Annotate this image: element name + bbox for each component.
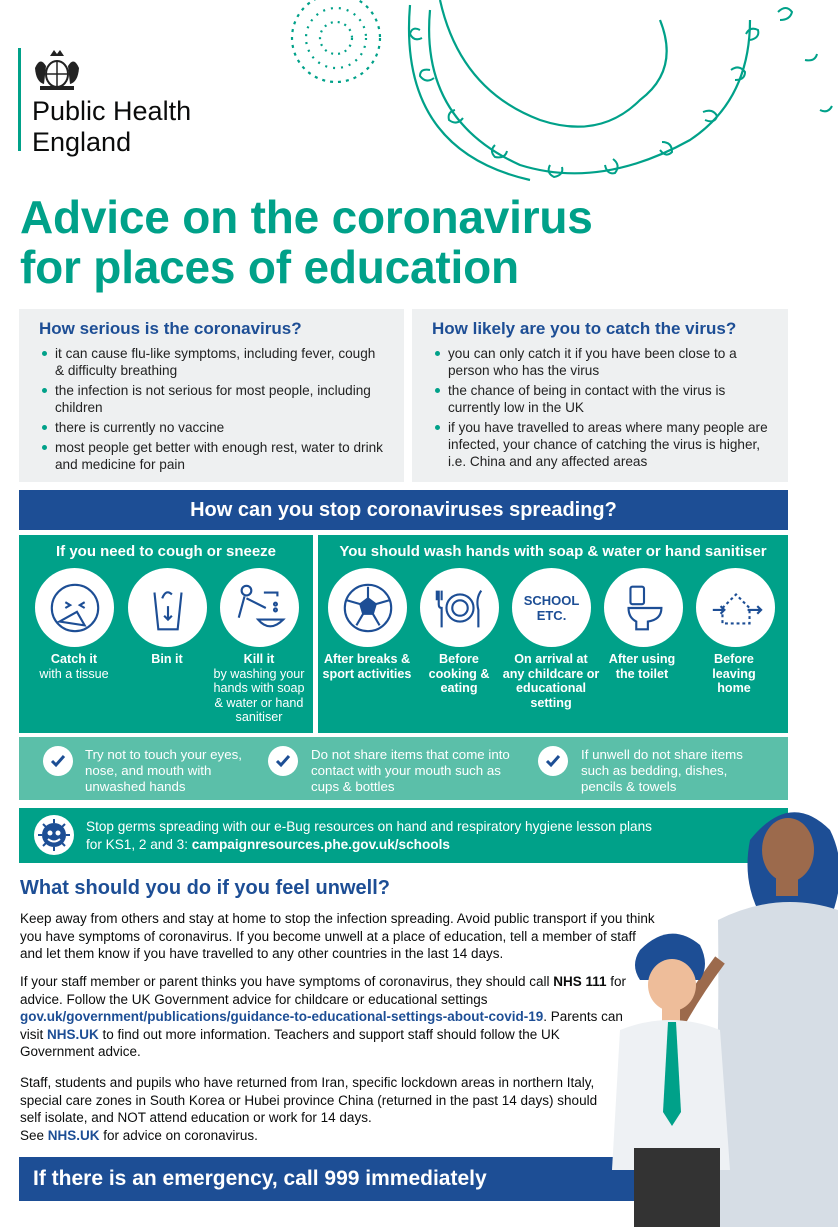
check-text: Do not share items that come into contact with your mouth such as cups & bottles xyxy=(311,747,510,794)
org-line-2: England xyxy=(32,127,132,157)
org-name xyxy=(32,96,191,158)
caption-title: Before cooking & eating xyxy=(428,652,490,696)
serious-heading: How serious is the coronavirus? xyxy=(39,319,302,338)
list-item: the infection is not serious for most people, including children xyxy=(39,382,384,416)
unwell-paragraph-1: Keep away from others and stay at home to stop the infection spreading. Avoid public transport if you think you have symptoms of coronavirus. If you become unwell at a place of education, tell a member of staff and let them know if you have travelled to any other countries in the last 14 days. xyxy=(20,911,655,962)
caption-title: Kill it xyxy=(243,652,275,666)
likely-list xyxy=(432,345,768,470)
before-cooking-caption xyxy=(420,652,498,696)
caption-title: After breaks & sport activities xyxy=(322,652,412,681)
ebug-line-1: Stop germs spreading with our e-Bug resources on hand and respiratory hygiene lesson plans xyxy=(86,819,652,834)
ebug-link[interactable]: campaignresources.phe.gov.uk/schools xyxy=(191,837,450,852)
on-arrival-caption xyxy=(502,652,600,710)
logo-bar xyxy=(18,48,21,151)
caption-title: On arrival at any childcare or educational setting xyxy=(502,652,600,710)
p2-text: to find out more information. Teachers and support staff should follow the UK Government advice. xyxy=(20,1026,560,1060)
org-line-1: Public Health xyxy=(32,96,192,126)
football-icon xyxy=(328,568,407,647)
teacher-pupil-illustration-icon xyxy=(600,800,838,1227)
caption-title: After using the toilet xyxy=(608,652,676,681)
page-title xyxy=(20,192,593,292)
list-item: it can cause flu-like symptoms, including fever, cough & difficulty breathing xyxy=(39,345,384,379)
royal-crest-icon xyxy=(30,48,84,92)
emergency-banner: If there is an emergency, call 999 immediately xyxy=(19,1157,643,1201)
check-text: Try not to touch your eyes, nose, and mouth with unwashed hands xyxy=(85,747,242,794)
ebug-line-2: for KS1, 2 and 3: xyxy=(86,837,192,852)
catch-it-caption xyxy=(28,652,120,681)
bin-it-caption xyxy=(122,652,212,667)
p3-text: See xyxy=(20,1127,48,1143)
school-label: SCHOOL ETC. xyxy=(523,592,580,623)
house-icon xyxy=(696,568,775,647)
unwell-paragraph-3 xyxy=(20,1074,600,1144)
cough-heading: If you need to cough or sneeze xyxy=(55,543,277,560)
p2-text: . Parents can visit xyxy=(20,1009,623,1042)
caption-title: Bin it xyxy=(151,652,183,666)
after-toilet-caption xyxy=(600,652,684,681)
ebug-germ-icon xyxy=(34,815,74,855)
stop-spreading-banner: How can you stop coronaviruses spreading? xyxy=(19,490,788,530)
gov-link[interactable]: gov.uk/government/publications/guidance-to-educational-settings-about-covid-19 xyxy=(20,1009,544,1025)
check-icon xyxy=(538,746,568,776)
school-icon xyxy=(512,568,591,647)
wash-heading: You should wash hands with soap & water or hand sanitiser xyxy=(339,543,767,560)
sneeze-face-icon xyxy=(35,568,114,647)
nhs-link[interactable]: NHS.UK xyxy=(47,1127,100,1143)
likely-heading: How likely are you to catch the virus? xyxy=(432,319,737,338)
toilet-icon xyxy=(604,568,683,647)
nhs-link[interactable]: NHS.UK xyxy=(47,1026,99,1042)
list-item: most people get better with enough rest, water to drink and medicine for pain xyxy=(39,439,384,473)
caption-title: Before leaving home xyxy=(712,652,756,696)
unwell-paragraph-2 xyxy=(20,973,635,1061)
check-icon xyxy=(268,746,298,776)
p3-text: Staff, students and pupils who have returned from Iran, specific lockdown areas in northern Italy, special care zones in South Korea or Hubei province China (returned in the past 14 days) should self isolate, and NOT attend education or work for 14 days. xyxy=(20,1075,598,1126)
title-line-2: for places of education xyxy=(20,241,519,293)
kill-it-caption xyxy=(208,652,310,725)
list-item: you can only catch it if you have been close to a person who has the virus xyxy=(432,345,768,379)
list-item: there is currently no vaccine xyxy=(39,419,384,436)
plate-cutlery-icon xyxy=(420,568,499,647)
p3-text: for advice on coronavirus. xyxy=(99,1127,258,1143)
likely-panel xyxy=(412,309,788,482)
virus-illustration-icon xyxy=(280,0,838,185)
p2-text: for advice. Follow the UK Government advice for childcare or educational settings xyxy=(20,974,627,1007)
nhs-111: NHS 111 xyxy=(553,974,607,989)
caption-sub: by washing your hands with soap & water or hand sanitiser xyxy=(213,666,305,725)
caption-title: Catch it xyxy=(50,652,98,666)
serious-panel xyxy=(19,309,404,482)
list-item: if you have travelled to areas where many people are infected, your chance of catching the virus is higher, i.e. China and any affected areas xyxy=(432,419,768,470)
title-line-1: Advice on the coronavirus xyxy=(20,191,593,243)
after-breaks-caption xyxy=(322,652,412,681)
caption-sub: with a tissue xyxy=(39,666,109,681)
before-leaving-caption xyxy=(698,652,770,696)
ebug-text xyxy=(86,818,652,854)
unwell-heading: What should you do if you feel unwell? xyxy=(20,877,390,899)
handwash-icon xyxy=(220,568,299,647)
check-text: If unwell do not share items such as bedding, dishes, pencils & towels xyxy=(581,747,743,794)
serious-list xyxy=(39,345,384,473)
bin-icon xyxy=(128,568,207,647)
p2-text: If your staff member or parent thinks you have symptoms of coronavirus, they should call xyxy=(20,974,554,989)
list-item: the chance of being in contact with the virus is currently low in the UK xyxy=(432,382,768,416)
check-icon xyxy=(43,746,73,776)
